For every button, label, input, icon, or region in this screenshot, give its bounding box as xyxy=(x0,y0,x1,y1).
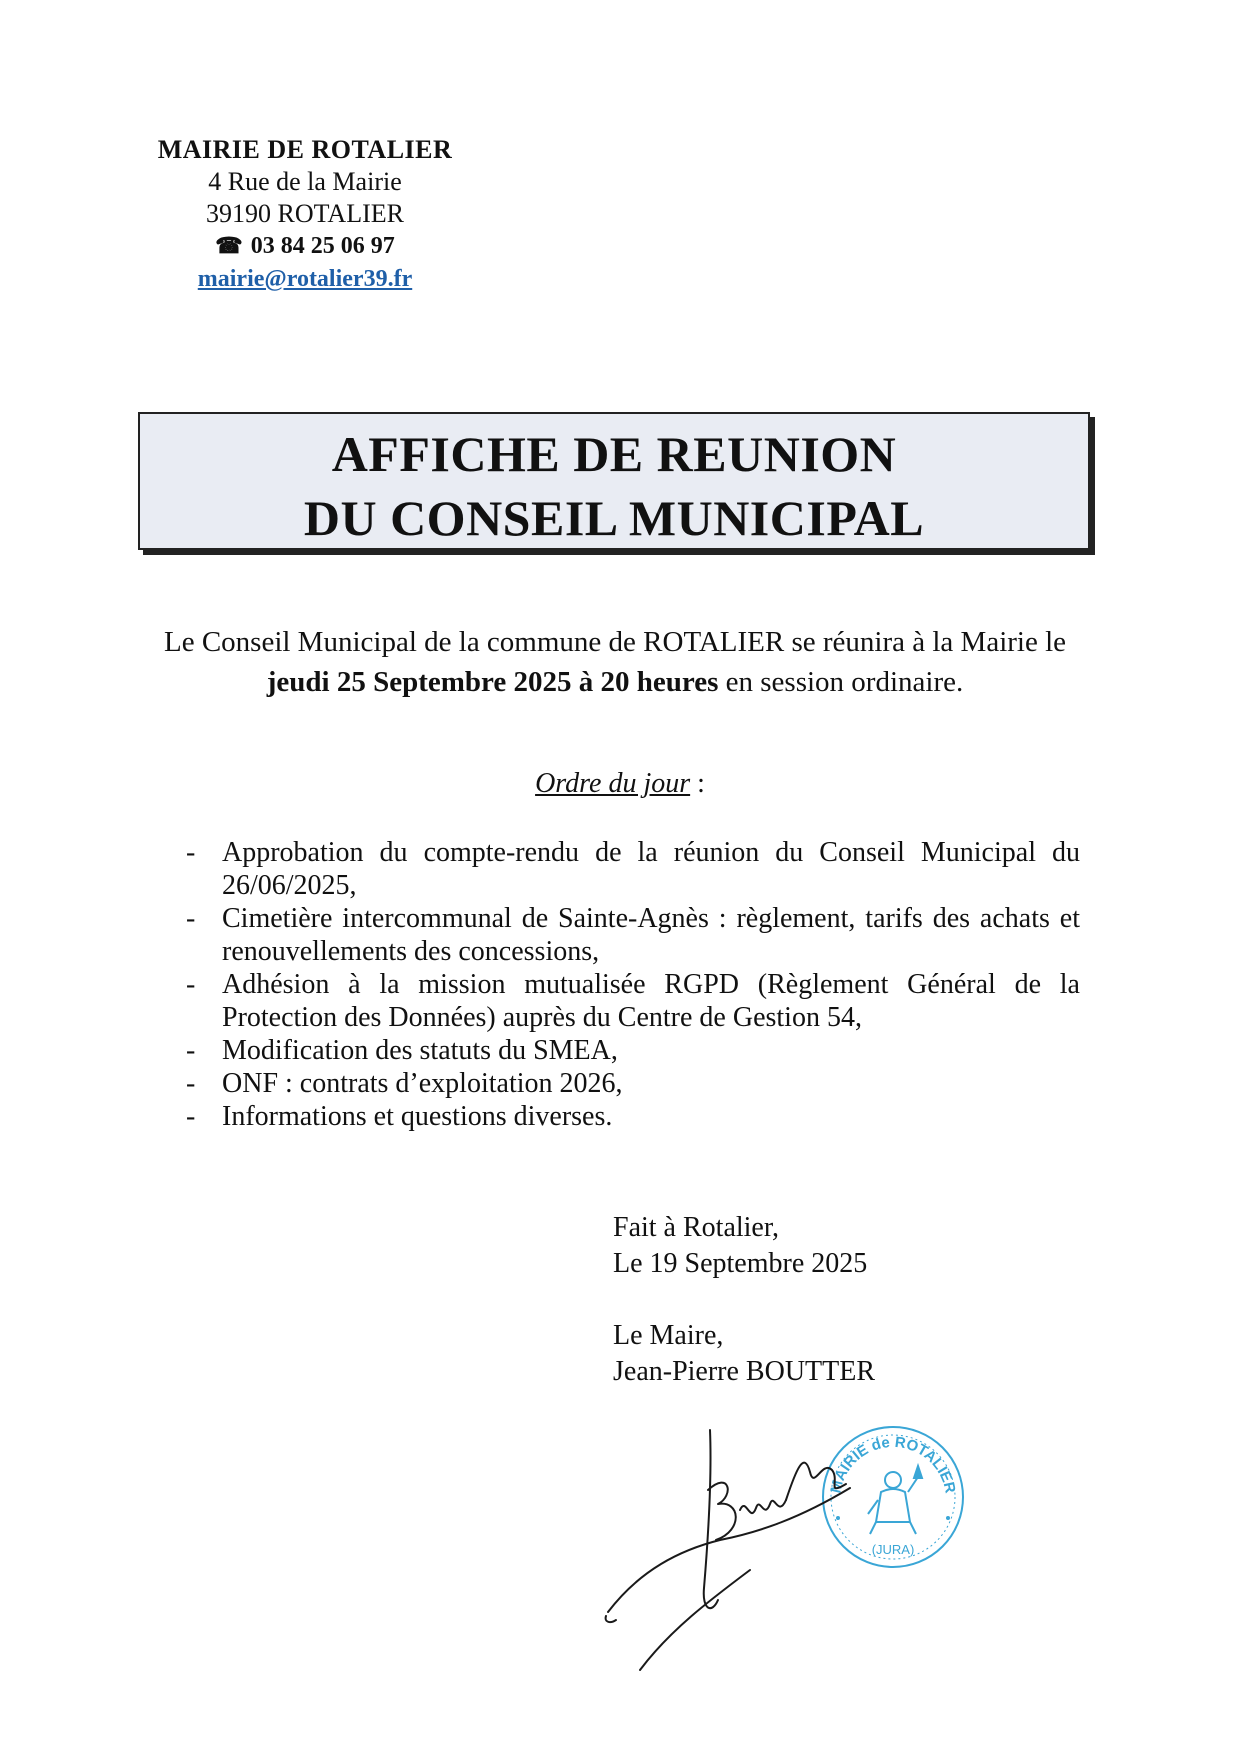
closing-date: Le 19 Septembre 2025 xyxy=(613,1248,868,1279)
email-link[interactable]: mairie@rotalier39.fr xyxy=(197,266,413,292)
city-address: 39190 ROTALIER xyxy=(206,199,404,228)
agenda-item-text: Modification des statuts du SMEA, xyxy=(222,1035,618,1066)
phone-number: 03 84 25 06 97 xyxy=(250,233,395,259)
dash-bullet: - xyxy=(186,969,196,1000)
dash-bullet: - xyxy=(186,837,196,868)
street-address: 4 Rue de la Mairie xyxy=(208,167,402,196)
org-name: MAIRIE DE ROTALIER xyxy=(157,135,453,164)
closing-place: Fait à Rotalier, xyxy=(613,1212,780,1243)
agenda-item xyxy=(180,968,1080,1034)
stamp-text-bottom: (JURA) xyxy=(871,1542,915,1557)
announcement-text-start: Le Conseil Municipal de la commune de ROTALIER se réunira à la Mairie le xyxy=(163,626,1067,658)
title-line-2: DU CONSEIL MUNICIPAL xyxy=(303,490,925,546)
agenda-item xyxy=(180,1100,1080,1133)
phone-line xyxy=(140,230,470,262)
meeting-date-time: jeudi 25 Septembre 2025 à 20 heures xyxy=(266,666,719,698)
agenda-item-text: Adhésion à la mission mutualisée RGPD (Règlement Général de la Protection des Données) auprès du Centre de Gestion 54, xyxy=(222,969,1080,1033)
announcement-text-end: en session ordinaire. xyxy=(718,666,964,698)
agenda-item-text: ONF : contrats d’exploitation 2026, xyxy=(222,1068,623,1099)
dash-bullet: - xyxy=(186,1101,196,1132)
stamp-text-top: MAIRIE de ROTALIER xyxy=(827,1433,959,1495)
dash-bullet: - xyxy=(186,1035,196,1066)
title-line-1: AFFICHE DE REUNION xyxy=(331,426,897,482)
signatory-role: Le Maire, xyxy=(613,1320,724,1351)
agenda-item xyxy=(180,1067,1080,1100)
agenda-item xyxy=(180,836,1080,902)
dash-bullet: - xyxy=(186,903,196,934)
agenda-heading xyxy=(0,768,1240,800)
signature-scribble xyxy=(600,1400,940,1680)
agenda-item-text: Approbation du compte-rendu de la réunion du Conseil Municipal du 26/06/2025, xyxy=(222,837,1080,901)
agenda-list xyxy=(180,836,1080,1133)
telephone-icon: ☎ xyxy=(215,233,243,258)
mairie-header xyxy=(140,134,470,295)
meeting-announcement xyxy=(140,622,1090,702)
agenda-item-text: Informations et questions diverses. xyxy=(222,1101,613,1132)
agenda-item xyxy=(180,1034,1080,1067)
agenda-heading-suffix: : xyxy=(690,768,705,799)
closing-block xyxy=(613,1210,1013,1390)
dash-bullet: - xyxy=(186,1068,196,1099)
agenda-item xyxy=(180,902,1080,968)
signatory-name: Jean-Pierre BOUTTER xyxy=(613,1356,876,1387)
agenda-heading-label: Ordre du jour xyxy=(535,768,691,799)
agenda-item-text: Cimetière intercommunal de Sainte-Agnès : règlement, tarifs des achats et renouvellements des concessions, xyxy=(222,903,1080,967)
title-box xyxy=(138,412,1090,550)
